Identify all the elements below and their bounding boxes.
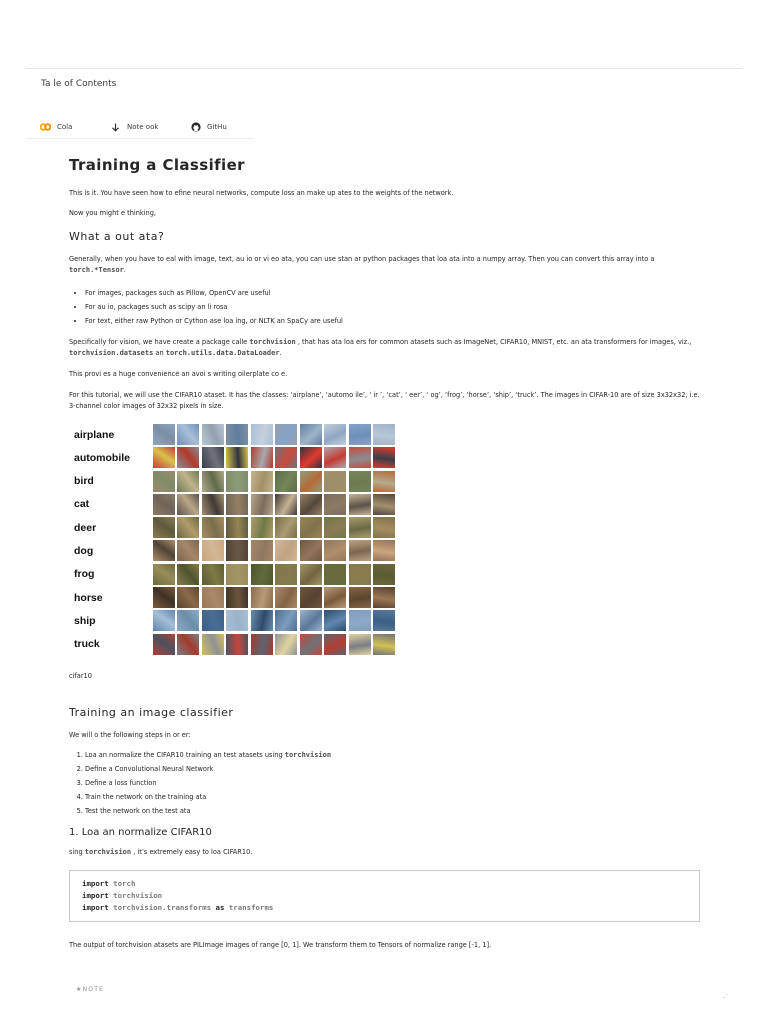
step-text: Loa an normalize the CIFAR10 training an test atasets using [85, 750, 283, 759]
tutorial-paragraph: For this tutorial, we will use the CIFAR10 ataset. It has the classes: ‘airplane’, ‘automo ile’, ‘ ir ’, ‘cat’, ‘ eer’, ‘ og’, ‘frog’, ‘horse’, ‘ship’, ‘truck’. The images in CIFAR-10 are of size 3x32x32, i.e. 3-channel color images of 32x32 pixels in size. [69, 391, 700, 410]
list-item: 5. Test the network on the test ata [85, 806, 701, 817]
figure-thumbnail [275, 564, 297, 585]
figure-thumbnail [153, 424, 175, 445]
download-arrow-icon [110, 122, 121, 132]
figure-thumbnail [226, 587, 248, 608]
figure-thumbnail [349, 447, 371, 468]
figure-thumbnail [202, 564, 224, 585]
github-icon [190, 122, 201, 132]
figure-thumbnail [153, 494, 175, 515]
figure-thumbnail [226, 424, 248, 445]
figure-thumbnail [300, 587, 322, 608]
figure-thumbnail [251, 634, 273, 655]
figure-thumbnail [324, 494, 346, 515]
data-paragraph-text: Generally, when you have to eal with image, text, au io or vi eo ata, you can use stan ar python packages that loa ata into a numpy array. Then you can convert this array into a [69, 255, 655, 263]
notebook-tab-label: Note ook [127, 123, 159, 131]
figure-thumbnail [275, 517, 297, 538]
intro-paragraph-1: This is it. You have seen how to efine neural networks, compute loss an make up ates to the weights of the network. [69, 189, 454, 197]
figure-class-label: dog [74, 544, 94, 557]
note-admonition-label: ★NOTE [76, 986, 105, 993]
figure-thumbnail [251, 494, 273, 515]
code-line: import torchvision.transforms as transforms [82, 902, 274, 912]
figure-thumbnail [324, 424, 346, 445]
figure-thumbnail [202, 517, 224, 538]
output-paragraph: The output of torchvision atasets are PILImage images of range [0, 1]. We transform them to Tensors of normalize range [-1, 1]. [69, 940, 492, 949]
figure-thumbnail [177, 494, 199, 515]
figure-thumbnail [251, 517, 273, 538]
code-block[interactable] [69, 870, 700, 922]
figure-class-label: deer [74, 521, 97, 534]
figure-thumbnail [373, 540, 395, 561]
figure-thumbnail [177, 471, 199, 492]
load-text-a: sing [69, 847, 83, 856]
figure-thumbnail [251, 424, 273, 445]
figure-thumbnail [275, 494, 297, 515]
figure-thumbnail [226, 634, 248, 655]
figure-thumbnail [300, 634, 322, 655]
figure-thumbnail [153, 447, 175, 468]
figure-thumbnail [349, 471, 371, 492]
figure-thumbnail [226, 471, 248, 492]
article-content [69, 156, 701, 951]
figure-thumbnail [202, 471, 224, 492]
convenience-paragraph: This provi es a huge convenience an avoi s writing oilerplate co e. [69, 370, 288, 378]
inline-code-torchvision: torchvision [249, 338, 296, 346]
load-text-b: , it’s extremely easy to loa CIFAR10. [133, 847, 253, 856]
figure-class-label: truck [74, 638, 100, 651]
download-notebook-tab[interactable] [110, 122, 158, 132]
page-title: Training a Classifier [69, 156, 245, 174]
figure-thumbnail [324, 634, 346, 655]
figure-thumbnail [226, 447, 248, 468]
figure-thumbnail [202, 447, 224, 468]
figure-thumbnail [251, 610, 273, 631]
figure-thumbnail [153, 471, 175, 492]
data-paragraph [69, 254, 701, 276]
figure-thumbnail [324, 471, 346, 492]
figure-thumbnail [300, 447, 322, 468]
figure-thumbnail [153, 517, 175, 538]
figure-thumbnail [324, 517, 346, 538]
figure-thumbnail [275, 471, 297, 492]
figure-thumbnail [349, 517, 371, 538]
figure-thumbnail [373, 447, 395, 468]
figure-thumbnail [349, 540, 371, 561]
inline-code-torchvision: torchvision [84, 847, 132, 856]
list-item: • For au io, packages such as scipy an li rosa [85, 302, 701, 313]
intro-paragraph-2: Now you might e thinking, [69, 209, 157, 217]
list-item: • For images, packages such as Pillow, OpenCV are useful [85, 288, 701, 299]
figure-thumbnail [202, 587, 224, 608]
subsection-heading-load: 1. Loa an normalize CIFAR10 [69, 826, 212, 838]
figure-thumbnail [300, 610, 322, 631]
figure-class-label: airplane [74, 428, 115, 441]
training-steps-list [69, 750, 701, 817]
code-line: import torch [82, 878, 136, 888]
view-on-github-tab[interactable] [190, 122, 227, 132]
figure-thumbnail [177, 610, 199, 631]
section-heading-training: Training an image classifier [69, 705, 234, 719]
list-item: • For text, either raw Python or Cython ase loa ing, or NLTK an SpaCy are useful [85, 316, 701, 327]
figure-thumbnail [300, 494, 322, 515]
figure-thumbnail [349, 634, 371, 655]
figure-class-label: automobile [74, 451, 131, 464]
figure-thumbnail [275, 610, 297, 631]
figure-class-label: cat [74, 498, 90, 511]
figure-thumbnail [275, 587, 297, 608]
figure-thumbnail [324, 540, 346, 561]
figure-thumbnail [373, 494, 395, 515]
vision-paragraph [69, 337, 701, 359]
figure-thumbnail [177, 634, 199, 655]
inline-code-datasets: torchvision.datasets [69, 349, 154, 357]
figure-thumbnail [177, 517, 199, 538]
figure-thumbnail [251, 447, 273, 468]
figure-thumbnail [153, 610, 175, 631]
figure-thumbnail [202, 634, 224, 655]
figure-thumbnail [373, 471, 395, 492]
figure-thumbnail [349, 610, 371, 631]
table-of-contents-toggle[interactable]: Ta le of Contents [41, 79, 117, 89]
figure-thumbnail [275, 634, 297, 655]
figure-thumbnail [373, 610, 395, 631]
cifar10-figure [74, 424, 701, 655]
figure-thumbnail [177, 540, 199, 561]
figure-thumbnail [373, 587, 395, 608]
figure-thumbnail [275, 540, 297, 561]
figure-thumbnail [324, 564, 346, 585]
vision-text-a: Specifically for vision, we have create a package calle [69, 338, 248, 346]
figure-thumbnail [300, 564, 322, 585]
colab-tab-label: Cola [57, 123, 73, 131]
figure-thumbnail [324, 447, 346, 468]
figure-thumbnail [153, 564, 175, 585]
figure-thumbnail [177, 587, 199, 608]
figure-thumbnail [373, 634, 395, 655]
figure-thumbnail [226, 517, 248, 538]
data-bullet-list [69, 288, 701, 327]
figure-thumbnail [300, 424, 322, 445]
figure-thumbnail [153, 540, 175, 561]
figure-caption: cifar10 [69, 671, 92, 680]
period: . [123, 266, 126, 274]
vision-text-c: an [155, 349, 164, 357]
github-tab-label: GitHu [207, 123, 227, 131]
period: . [279, 349, 282, 357]
figure-thumbnail [324, 610, 346, 631]
figure-class-label: horse [74, 591, 103, 604]
figure-thumbnail [202, 424, 224, 445]
figure-thumbnail [349, 587, 371, 608]
inline-code-dataloader: torch.utils.data.DataLoader [165, 349, 280, 357]
figure-thumbnail [153, 634, 175, 655]
inline-code-tensor: torch.*Tensor [69, 266, 124, 274]
list-item: 2. Define a Convolutional Neural Network [85, 764, 701, 775]
figure-thumbnail [177, 564, 199, 585]
figure-class-label: ship [74, 614, 96, 627]
figure-class-label: frog [74, 568, 95, 581]
header-divider [26, 68, 742, 69]
figure-thumbnail [226, 540, 248, 561]
inline-code-torchvision: torchvision [284, 750, 332, 759]
figure-thumbnail [226, 494, 248, 515]
figure-thumbnail [373, 424, 395, 445]
figure-thumbnail [177, 424, 199, 445]
figure-thumbnail [349, 424, 371, 445]
figure-thumbnail [226, 564, 248, 585]
corner-mark: ·˙ [723, 994, 729, 1002]
figure-thumbnail [349, 494, 371, 515]
figure-thumbnail [202, 494, 224, 515]
code-line: import torchvision [82, 890, 163, 900]
figure-thumbnail [251, 540, 273, 561]
figure-thumbnail [251, 471, 273, 492]
resource-tabs [26, 118, 254, 139]
training-intro: We will o the following steps in or er: [69, 730, 191, 739]
list-item: 4. Train the network on the training ata [85, 792, 701, 803]
figure-thumbnail [373, 517, 395, 538]
figure-thumbnail [202, 610, 224, 631]
figure-thumbnail [324, 587, 346, 608]
list-item: 3. Define a loss function [85, 778, 701, 789]
figure-thumbnail [300, 471, 322, 492]
figure-thumbnail [373, 564, 395, 585]
colab-icon [40, 122, 51, 132]
figure-thumbnail [349, 564, 371, 585]
figure-thumbnail [275, 447, 297, 468]
figure-thumbnail [153, 587, 175, 608]
figure-thumbnail [251, 564, 273, 585]
vision-text-b: , that has ata loa ers for common atasets such as ImageNet, CIFAR10, MNIST, etc. an ata transformers for images, viz., [297, 338, 692, 346]
figure-thumbnail [251, 587, 273, 608]
figure-thumbnail [226, 610, 248, 631]
list-item [85, 750, 701, 761]
section-heading-data: What a out ata? [69, 230, 165, 243]
run-in-colab-tab[interactable] [40, 122, 72, 132]
figure-thumbnail [177, 447, 199, 468]
figure-thumbnail [275, 424, 297, 445]
figure-thumbnail [202, 540, 224, 561]
figure-class-label: bird [74, 475, 94, 488]
load-paragraph [69, 847, 701, 858]
figure-thumbnail [300, 540, 322, 561]
figure-thumbnail [300, 517, 322, 538]
